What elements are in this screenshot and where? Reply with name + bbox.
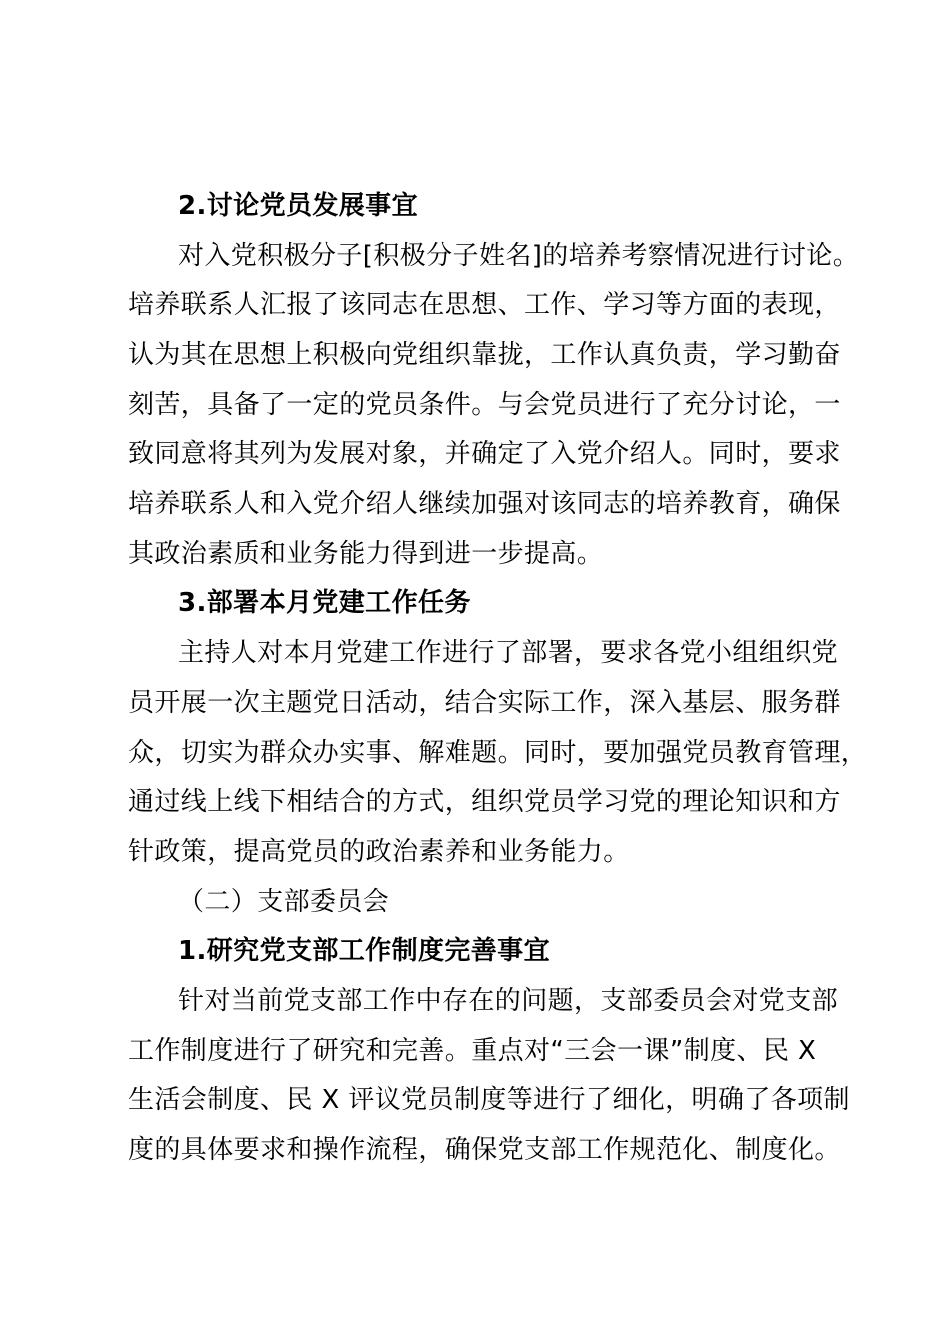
paragraph-line: 针政策，提高党员的政治素养和业务能力。 bbox=[128, 837, 630, 867]
heading-discuss-member-development: 2.讨论党员发展事宜 bbox=[178, 191, 418, 221]
paragraph-line: 对入党积极分子[积极分子姓名]的培养考察情况进行讨论。 bbox=[178, 241, 860, 271]
paragraph-line: 其政治素质和业务能力得到进一步提高。 bbox=[128, 539, 604, 569]
paragraph-line: 主持人对本月党建工作进行了部署，要求各党小组组织党 bbox=[178, 638, 839, 668]
paragraph-line: 生活会制度、民 X 评议党员制度等进行了细化，明确了各项制 bbox=[128, 1085, 850, 1115]
paragraph-line: 培养联系人汇报了该同志在思想、工作、学习等方面的表现， bbox=[128, 290, 841, 320]
paragraph-line: 工作制度进行了研究和完善。重点对“三会一课”制度、民 X bbox=[128, 1036, 817, 1066]
paragraph-line: 通过线上线下相结合的方式，组织党员学习党的理论知识和方 bbox=[128, 787, 841, 817]
heading-monthly-tasks: 3.部署本月党建工作任务 bbox=[178, 588, 471, 618]
paragraph-line: 致同意将其列为发展对象，并确定了入党介绍人。同时，要求 bbox=[128, 439, 841, 469]
heading-work-system: 1.研究党支部工作制度完善事宜 bbox=[178, 936, 550, 966]
paragraph-line: 度的具体要求和操作流程，确保党支部工作规范化、制度化。 bbox=[128, 1135, 841, 1165]
paragraph-line: 员开展一次主题党日活动，结合实际工作，深入基层、服务群 bbox=[128, 688, 841, 718]
section-heading-branch-committee: （二）支部委员会 bbox=[178, 887, 390, 917]
paragraph-line: 众，切实为群众办实事、解难题。同时，要加强党员教育管理， bbox=[128, 738, 868, 768]
paragraph-line: 刻苦，具备了一定的党员条件。与会党员进行了充分讨论，一 bbox=[128, 390, 841, 420]
paragraph-line: 认为其在思想上积极向党组织靠拢，工作认真负责，学习勤奋 bbox=[128, 340, 841, 370]
paragraph-line: 培养联系人和入党介绍人继续加强对该同志的培养教育，确保 bbox=[128, 489, 841, 519]
paragraph-line: 针对当前党支部工作中存在的问题，支部委员会对党支部 bbox=[178, 986, 839, 1016]
